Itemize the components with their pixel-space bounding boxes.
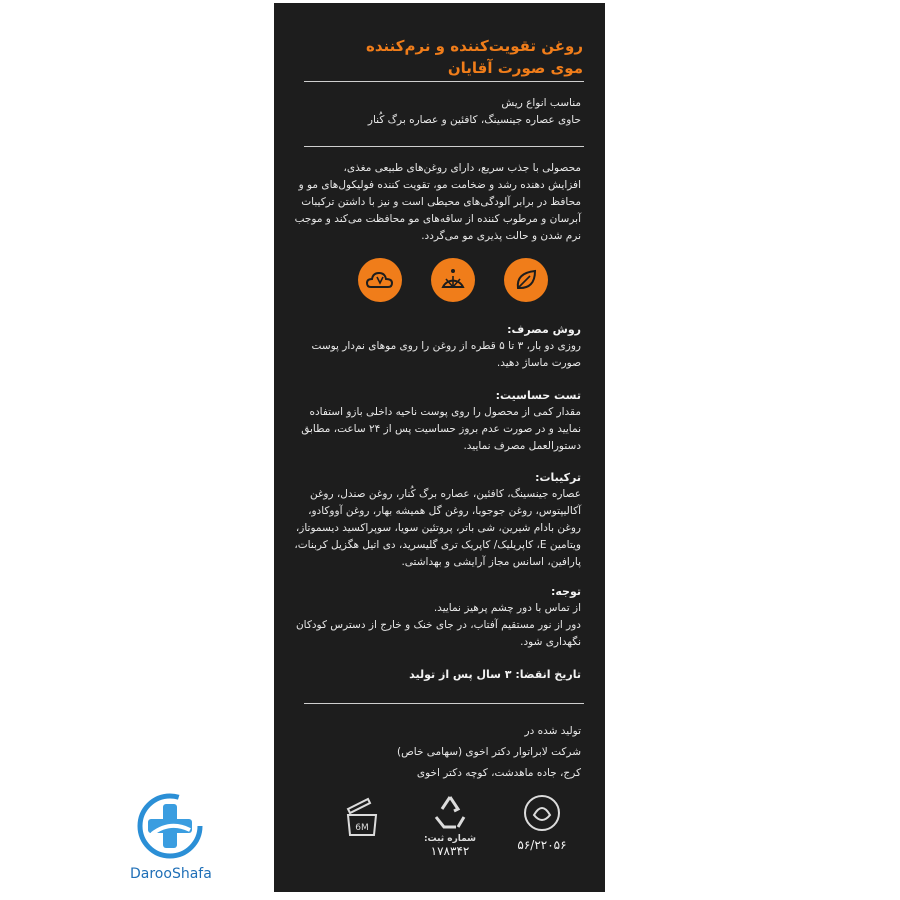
ingredients-line: آکالیپتوس، روغن جوجوبا، روغن گل همیشه بهار، روغن آووکادو، (308, 505, 581, 517)
description-line: افزایش دهنده رشد و ضخامت مو، تقویت کننده فولیکول‌های مو و (298, 179, 581, 191)
expiry-date: تاریخ انقضا: ۳ سال پس از تولید (409, 668, 581, 681)
sensitivity-section (291, 387, 581, 455)
leaf-icon (504, 258, 548, 302)
title-divider (304, 81, 584, 82)
citrus-icon (431, 258, 475, 302)
pao-label: 6M (355, 823, 369, 833)
darooshafa-logo (130, 790, 210, 866)
feature-icons (274, 258, 605, 308)
subtitle-line-1: مناسب انواع ریش (501, 97, 581, 109)
caution-line: از تماس با دور چشم پرهیز نمایید. (433, 602, 581, 614)
product-description (291, 160, 581, 245)
description-line: محصولی با جذب سریع، دارای روغن‌های طبیعی مغذی، (343, 162, 581, 174)
recycle-icon (430, 793, 470, 831)
product-panel (274, 3, 605, 892)
ingredients-section (291, 469, 581, 571)
caution-line: دور از نور مستقیم آفتاب، در جای خنک و خارج از دسترس کودکان (295, 619, 581, 631)
health-ministry-symbol (512, 793, 572, 852)
symbol-row (274, 793, 605, 873)
pao-symbol (340, 795, 384, 842)
description-line: آبرسان و مرطوب کننده از ساقه‌های مو محافظت می‌کند و موجب (294, 213, 581, 225)
open-jar-icon (342, 795, 382, 839)
ingredients-line: عصاره جینسینگ، کافئین، عصاره برگ کُنار، روغن صندل، روغن (309, 488, 581, 500)
sensitivity-line: نمایید و در صورت عدم بروز حساسیت پس از ۲۴ ساعت، مطابق (301, 423, 581, 435)
recycle-symbol (422, 793, 478, 858)
ingredients-line: پارافین، اسانس مجاز آرایشی و بهداشتی. (401, 556, 581, 568)
title-line-2: موی صورت آقایان (447, 59, 583, 77)
health-code: ۵۶/۲۲۰۵۶ (517, 838, 567, 852)
usage-line: روزی دو بار، ۳ تا ۵ قطره از روغن را روی موهای نم‌دار پوست (311, 340, 581, 352)
product-title (283, 35, 583, 79)
manufacturer-line: تولید شده در (524, 725, 581, 737)
manufacturer-line: کرج، جاده ماهدشت، کوچه دکتر اخوی (416, 767, 581, 779)
usage-line: صورت ماساژ دهید. (496, 357, 581, 369)
subtitle-divider (304, 146, 584, 147)
usage-section (291, 321, 581, 372)
sun-cloud-icon (358, 258, 402, 302)
sensitivity-heading: تست حساسیت: (495, 389, 581, 402)
manufacturer-info (291, 721, 581, 784)
darooshafa-brand: DarooShafa (130, 866, 212, 882)
subtitle-line-2: حاوی عصاره جینسینگ، کافئین و عصاره برگ کُنار (367, 114, 581, 126)
footer-divider (304, 703, 584, 704)
ingredients-heading: ترکیبات: (535, 471, 581, 484)
caution-line: نگهداری شود. (520, 636, 581, 648)
usage-heading: روش مصرف: (507, 323, 581, 336)
ingredients-line: روغن بادام شیرین، شی باتر، پروتئین سویا، سوپراکسید دیسموتاز، (295, 522, 581, 534)
registration-label: شماره ثبت: (423, 834, 477, 844)
registration-number: ۱۷۸۳۴۲ (430, 844, 470, 858)
caution-heading: توجه: (550, 585, 581, 598)
description-line: محافظ در برابر آلودگی‌های محیطی است و نیز با داشتن ترکیبات (301, 196, 581, 208)
manufacturer-line: شرکت لابراتوار دکتر اخوی (سهامی خاص) (396, 746, 581, 758)
health-emblem-icon (522, 793, 562, 835)
caution-section (291, 583, 581, 651)
product-subtitle (291, 95, 581, 129)
ingredients-line: ویتامین E، کاپریلیک/ کاپریک تری گلیسرید، دی اتیل هگزیل کربنات، (294, 539, 581, 551)
description-line: نرم شدن و حالت پذیری مو می‌گردد. (421, 230, 581, 242)
sensitivity-line: مقدار کمی از محصول را روی پوست ناحیه داخلی بازو استفاده (309, 406, 581, 418)
sensitivity-line: دستورالعمل مصرف نمایید. (463, 440, 581, 452)
title-line-1: روغن تقویت‌کننده و نرم‌کننده (366, 37, 583, 55)
